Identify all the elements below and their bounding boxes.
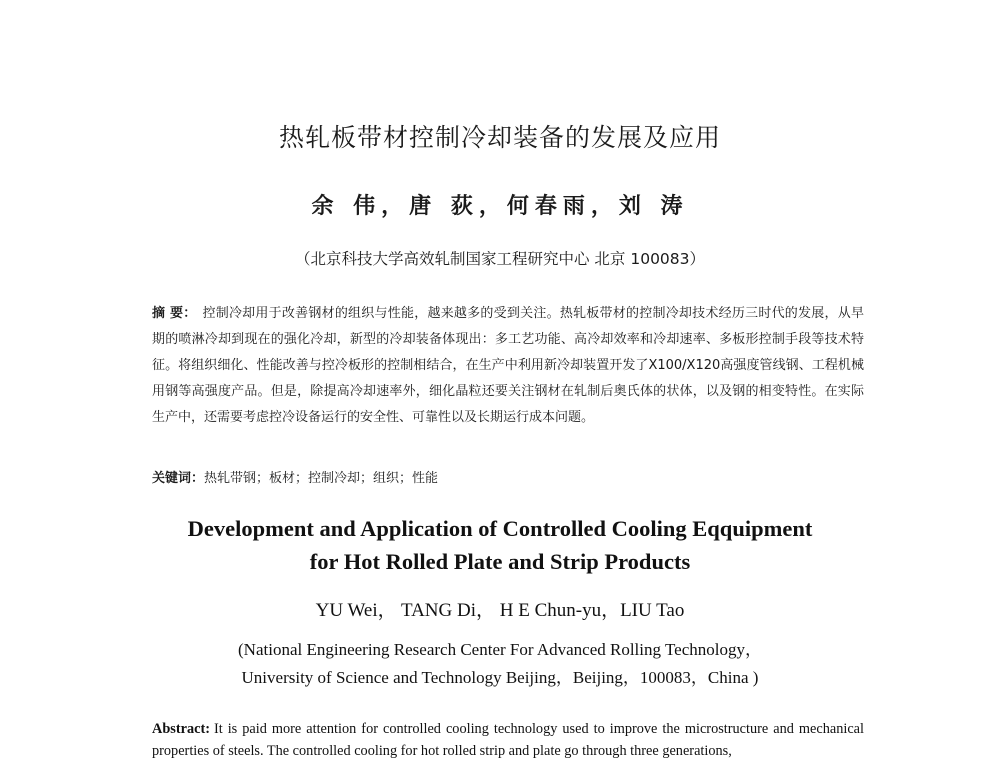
chinese-keywords-label: 关键词： bbox=[152, 471, 205, 486]
chinese-abstract-label: 摘 要： bbox=[152, 306, 197, 321]
chinese-abstract-text: 控制冷却用于改善钢材的组织与性能，越来越多的受到关注。热轧板带材的控制冷却技术经历三时代的发展，从早期的喷淋冷却到现在的强化冷却，新型的冷却装备体现出：多工艺功能、高冷却效率和冷却速率、多板形控制手段等技术特征。将组织细化、性能改善与控冷板形的控制相结合，在生产中利用新冷却装置开发了X100/X120高强度管线钢、工程机械用钢等高强度产品。但是，除提高冷却速率外，细化晶粒还要关注钢材在轧制后奥氏体的状体，以及钢的相变特性。在实际生产中，还需要考虑控冷设备运行的安全性、可靠性以及长期运行成本问题。 bbox=[152, 306, 864, 425]
english-affiliation-line-2: University of Science and Technology Beijing，Beijing，100083，China ) bbox=[241, 668, 759, 687]
english-abstract-text: It is paid more attention for controlled cooling technology used to improve the microstructure and mechanical properties of steels. The controlled cooling for hot rolled strip and plate go through three generations, bbox=[152, 721, 864, 759]
english-title bbox=[0, 512, 1000, 578]
english-abstract-label: Abstract: bbox=[152, 721, 210, 737]
chinese-abstract bbox=[152, 301, 864, 431]
english-authors: YU Wei， TANG Di， H E Chun-yu，LIU Tao bbox=[315, 600, 685, 621]
english-abstract bbox=[152, 718, 864, 762]
chinese-authors: 余 伟，唐 荻，何春雨，刘 涛 bbox=[311, 193, 689, 219]
english-title-line-2: for Hot Rolled Plate and Strip Products bbox=[309, 549, 691, 574]
english-affiliation bbox=[0, 636, 1000, 692]
chinese-keywords-text: 热轧带钢；板材；控制冷却；组织；性能 bbox=[204, 471, 439, 486]
english-affiliation-line-1: (National Engineering Research Center For Advanced Rolling Technology， bbox=[238, 640, 762, 659]
chinese-title: 热轧板带材控制冷却装备的发展及应用 bbox=[278, 123, 721, 152]
english-title-line-1: Development and Application of Controlled Cooling Eqquipment bbox=[187, 516, 813, 541]
chinese-keywords bbox=[152, 467, 438, 486]
chinese-affiliation: （北京科技大学高效轧制国家工程研究中心 北京 100083） bbox=[294, 250, 706, 268]
